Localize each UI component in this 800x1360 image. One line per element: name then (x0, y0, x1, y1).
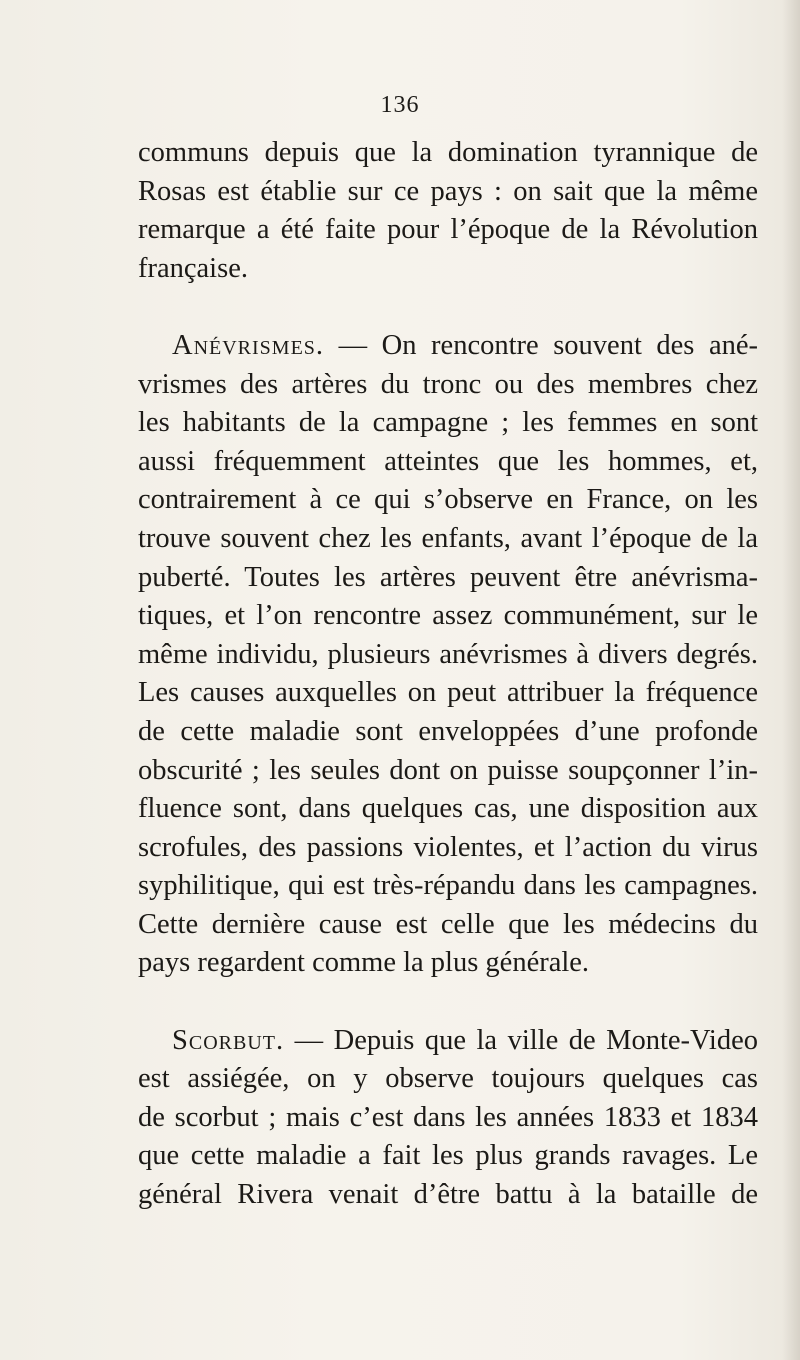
page-edge-shadow (782, 0, 800, 1360)
text-line: même individu, plusieurs anévrismes à divers degrés. (138, 638, 758, 670)
text-line: tiques, et l’on rencontre assez communément, sur le (138, 600, 758, 632)
text-line: remarque a été faite pour l’époque de la Révolution (138, 214, 758, 246)
text-line: de scorbut ; mais c’est dans les années 1833 et 1834 (138, 1101, 758, 1133)
text-line: général Rivera venait d’être battu à la bataille de (138, 1179, 758, 1211)
text-fragment: — On rencontre souvent des ané- (324, 329, 758, 361)
text-line: obscurité ; les seules dont on puisse soupçonner l’in- (138, 754, 758, 786)
section-heading-anevrismes: Anévrismes. (172, 329, 325, 361)
body-text (138, 134, 758, 1215)
text-line: les habitants de la campagne ; les femmes en sont (138, 407, 758, 439)
text-fragment: — Depuis que la ville de Monte-Video (284, 1024, 758, 1056)
page-number: 136 (380, 92, 420, 118)
text-line: pays regardent comme la plus générale. (138, 947, 590, 979)
text-line: Les causes auxquelles on peut attribuer la fréquence (138, 677, 758, 709)
text-line: vrismes des artères du tronc ou des membres chez (138, 368, 758, 400)
text-line: communs depuis que la domination tyrannique de (138, 137, 758, 168)
paragraph-gap (138, 288, 758, 327)
section-heading-scorbut: Scorbut. (172, 1024, 285, 1056)
text-line: scrofules, des passions violentes, et l’action du virus (138, 831, 758, 863)
text-line: que cette maladie a fait les plus grands ravages. Le (138, 1140, 758, 1172)
text-line: Cette dernière cause est celle que les médecins du (138, 908, 758, 940)
text-line: Rosas est établie sur ce pays : on sait que la même (138, 175, 758, 207)
text-line: syphilitique, qui est très-répandu dans les campagnes. (138, 870, 758, 902)
paragraph-first-line (138, 327, 758, 366)
paragraph-gap (138, 983, 758, 1022)
text-line: aussi fréquemment atteintes que les hommes, et, (138, 445, 758, 477)
text-line: est assiégée, on y observe toujours quelques cas (138, 1063, 758, 1095)
text-line: de cette maladie sont enveloppées d’une profonde (138, 715, 758, 747)
paragraph-first-line (138, 1022, 758, 1061)
text-line: contrairement à ce qui s’observe en France, on les (138, 484, 758, 516)
text-line: française. (138, 252, 248, 284)
text-line: puberté. Toutes les artères peuvent être anévrisma- (138, 561, 758, 593)
text-line: trouve souvent chez les enfants, avant l’époque de la (138, 522, 758, 554)
text-line: fluence sont, dans quelques cas, une disposition aux (138, 793, 758, 825)
